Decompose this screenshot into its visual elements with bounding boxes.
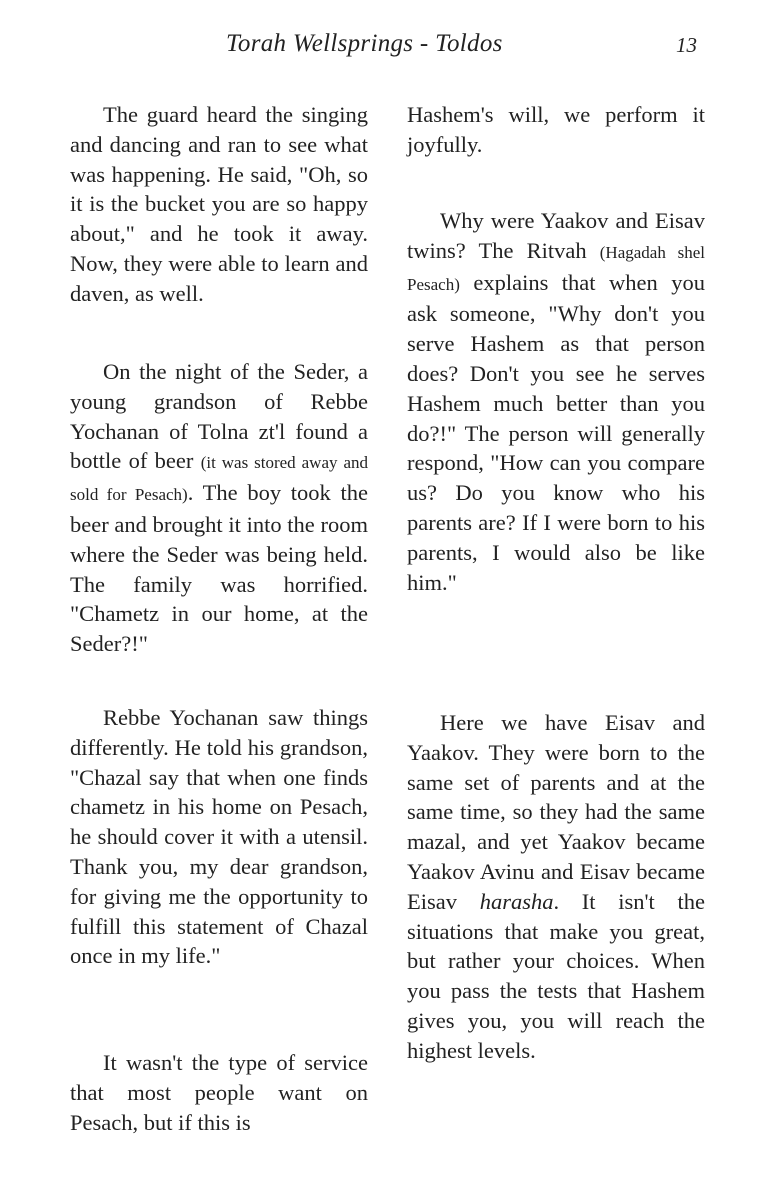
paragraph-service: It wasn't the type of service that most people want on Pesach, but if this is	[70, 1050, 368, 1135]
text: . It isn't the situations that make you great, but rather your choices. When you pass the tests that Hashem gives you, you will reach the highest levels.	[407, 888, 705, 1063]
italic-term: harasha	[479, 888, 554, 914]
source-citation: (Hagadah shel Pesach)	[407, 242, 705, 294]
text: Here we have Eisav and Yaakov. They were born to the same set of parents and at the same time, so they had the same mazal, and yet Yaakov became Yaakov Avinu and Eisav became Eisav	[407, 710, 705, 914]
paragraph-twins	[407, 206, 705, 597]
text: . The boy took the beer and brought it into the room where the Seder was being held. The family was horrified. "Chametz in our home, at the Seder?!"	[70, 480, 368, 657]
paragraph-rebbe-yochanan: Rebbe Yochanan saw things differently. He told his grandson, "Chazal say that when one finds chametz in his home on Pesach, he should cover it with a utensil. Thank you, my dear grandson, for giving me the opportunity to fulfill this statement of Chazal once in my life."	[70, 705, 368, 969]
paragraph-guard: The guard heard the singing and dancing and ran to see what was happening. He said, "Oh, so it is the bucket you are so happy about," and he took it away. Now, they were able to learn and daven, as well.	[70, 102, 368, 306]
paragraph-choices	[407, 708, 705, 1066]
aside-note: (it was stored away and sold for Pesach)	[70, 453, 368, 505]
paragraph-continuation: Hashem's will, we perform it joyfully.	[407, 102, 705, 157]
text: On the night of the Seder, a young grandson of Rebbe Yochanan of Tolna zt'l found a bottle of beer	[70, 359, 368, 474]
paragraph-seder-beer	[70, 357, 368, 659]
text: explains that when you ask someone, "Why don't you serve Hashem as that person does? Don't you see he serves Hashem much better than you do?!" The person will generally respond, "How can you compare us? Do you know who his parents are? If I were born to his parents, I would also be like him."	[407, 269, 705, 595]
text: Why were Yaakov and Eisav twins? The Ritvah	[407, 208, 705, 263]
running-header-title: Torah Wellsprings - Toldos	[226, 30, 503, 57]
page-number: 13	[676, 33, 697, 57]
